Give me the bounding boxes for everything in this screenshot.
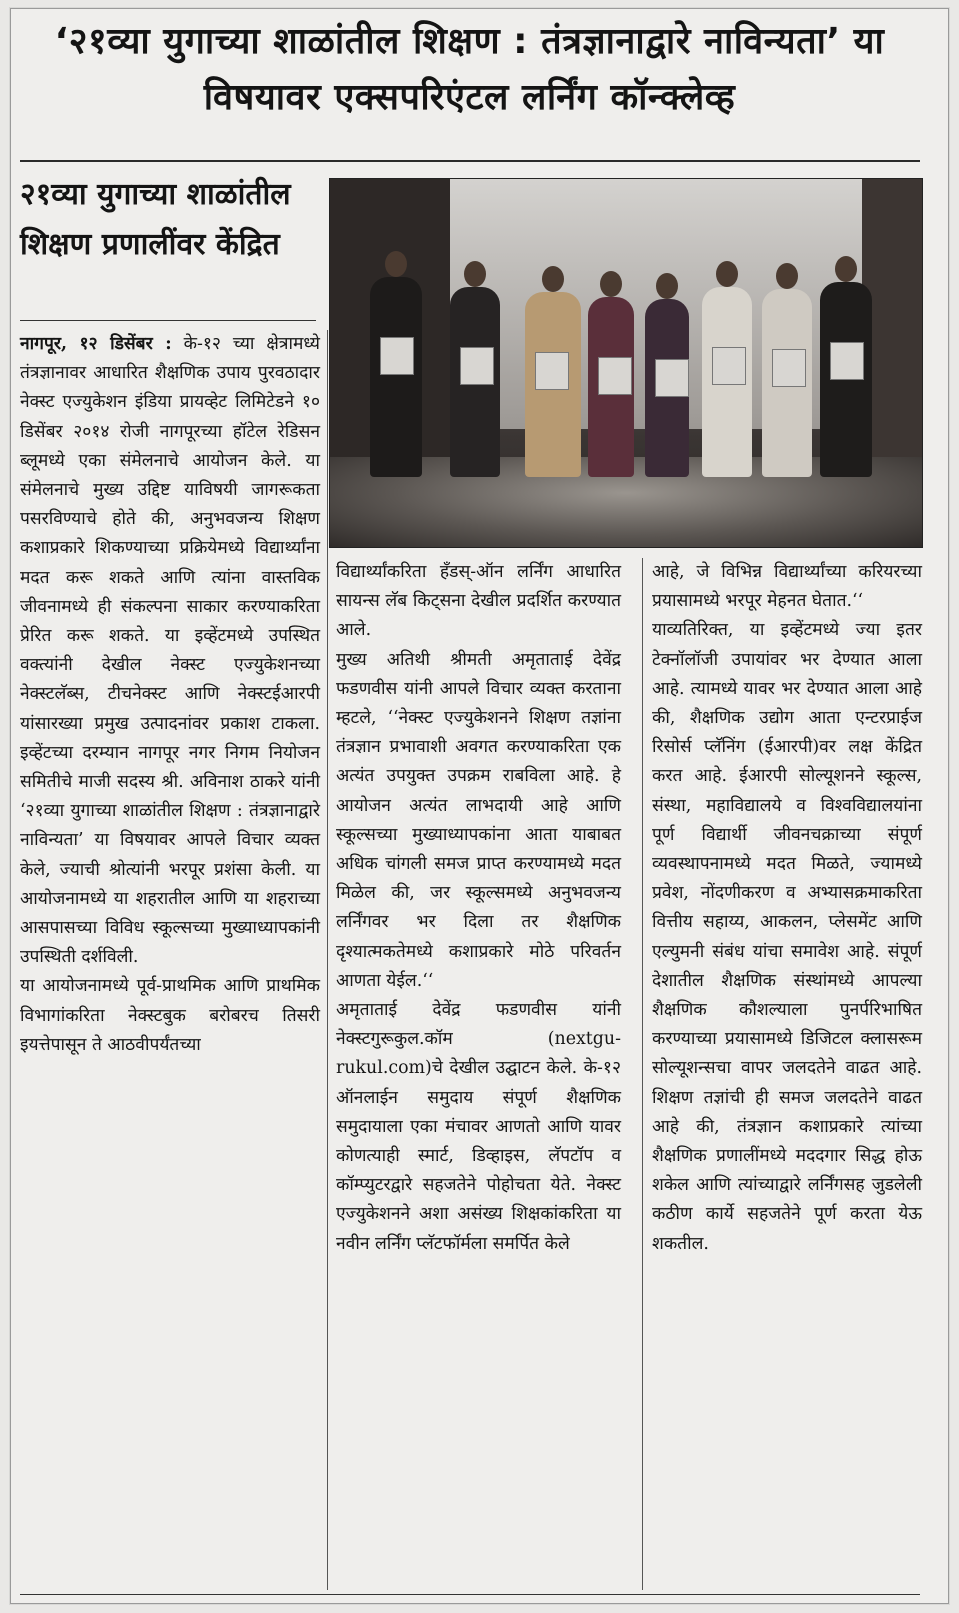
column-divider bbox=[327, 330, 328, 1590]
subheadline-rule bbox=[20, 320, 316, 321]
photo-person bbox=[450, 287, 500, 477]
dateline: नागपूर, १२ डिसेंबर : bbox=[20, 334, 172, 354]
bottom-rule bbox=[20, 1594, 920, 1595]
column-divider bbox=[642, 558, 643, 1590]
photo-person bbox=[762, 289, 812, 477]
article-column-1 bbox=[20, 330, 320, 1060]
article-paragraph: आहे, जे विभिन्न विद्यार्थ्यांच्या करियरच्या प्रयासामध्ये भरपूर मेहनत घेतात.‘‘ bbox=[652, 562, 922, 612]
article-paragraph: विद्यार्थ्यांकरिता हँडस्-ऑन लर्निंग आधारित सायन्स लॅब किट्सना देखील प्रदर्शित करण्यात आले. bbox=[336, 562, 621, 641]
article-paragraph: याव्यतिरिक्त, या इव्हेंटमध्ये ज्या इतर टेक्नॉलॉजी उपायांवर भर देण्यात आला आहे. त्यामध्ये यावर भर देण्यात आला आहे की, शैक्षणिक उद्योग आता एन्टरप्राईज रिसोर्स प्लॅनिंग (ईआरपी)वर लक्ष केंद्रित करत आहे. ईआरपी सोल्यूशनने स्कूल्स, संस्था, महाविद्यालये व विश्वविद्यालयांना पूर्ण विद्यार्थी जीवनचक्राच्या संपूर्ण व्यवस्थापनामध्ये मदत मिळते, ज्यामध्ये प्रवेश, नोंदणीकरण व अभ्यासक्रमाकरिता वित्तीय सहाय्य, आकलन, प्लेसमेंट आणि एल्युमनी संबंध यांचा समावेश आहे. संपूर्ण देशातील शैक्षणिक संस्थांमध्ये आपल्या शैक्षणिक कौशल्याला पुनर्परिभाषित करण्याच्या प्रयासामध्ये डिजिटल क्लासरूम सोल्यूशन्सचा वापर जलदतेने वाढत आहे. शिक्षण तज्ञांची ही समज जलदतेने वाढत आहे की, तंत्रज्ञान कशाप्रकारे त्यांच्या शैक्षणिक प्रणालींमध्ये मददगार सिद्ध होऊ शकेल आणि त्यांच्याद्वारे लर्निंगसह जुडलेली कठीण कार्ये सहजतेने पूर्ण करता येऊ शकतील. bbox=[652, 620, 922, 1254]
photo-person bbox=[370, 277, 422, 477]
event-photo bbox=[329, 178, 923, 548]
photo-person bbox=[820, 282, 872, 477]
photo-person bbox=[525, 292, 581, 477]
paragraph-text: के-१२ च्या क्षेत्रामध्ये तंत्रज्ञानावर आधारित शैक्षणिक उपाय पुरवठादार नेक्स्ट एज्युकेशन इंडिया प्रायव्हेट लिमिटेडने १० डिसेंबर २०१४ रोजी नागपूरच्या हॉटेल रेडिसन ब्लूमध्ये एका संमेलनाचे आयोजन केले. या संमेलनाचे मुख्य उद्दिष्ट याविषयी जागरूकता पसरविण्याचे होते की, अनुभवजन्य शिक्षण कशाप्रकारे शिकण्याच्या प्रक्रियेमध्ये विद्यार्थ्यांना मदत करू शकते आणि त्यांना वास्तविक जीवनामध्ये ही संकल्पना साकार करण्याकरिता प्रेरित करू शकते. या इव्हेंटमध्ये उपस्थित वक्त्यांनी देखील नेक्स्ट एज्युकेशनच्या नेक्स्टलॅब्स, टीचनेक्स्ट आणि नेक्स्टईआरपी यांसारख्या प्रमुख उत्पादनांवर प्रकाश टाकला. इव्हेंटच्या दरम्यान नागपूर नगर निगम नियोजन समितीचे माजी सदस्य श्री. अविनाश ठाकरे यांनी ‘२१व्या युगाच्या शाळांतील शिक्षण : तंत्रज्ञानाद्वारे नाविन्यता’ या विषयावर आपले विचार व्यक्त केले, ज्याची श्रोत्यांनी भरपूर प्रशंसा केली. या आयोजनामध्ये या शहरातील आणि या शहराच्या आसपासच्या विविध स्कूल्सच्या मुख्याध्यापकांनी उपस्थिती दर्शविली. bbox=[20, 334, 320, 968]
article-column-2 bbox=[336, 558, 621, 1259]
headline: ‘२१व्या युगाच्या शाळांतील शिक्षण : तंत्रज्ञानाद्वारे नाविन्यता’ या विषयावर एक्सपरिएंटल लर्निंग कॉन्क्लेव्ह bbox=[54, 21, 885, 118]
article-paragraph: या आयोजनामध्ये पूर्व-प्राथमिक आणि प्राथमिक विभागांकरिता नेक्स्टबुक बरोबरच तिसरी इयत्तेपासून ते आठवीपर्यंतच्या bbox=[20, 976, 320, 1055]
article-paragraph: मुख्य अतिथी श्रीमती अमृताताई देवेंद्र फडणवीस यांनी आपले विचार व्यक्त करताना म्हटले, ‘‘नेक्स्ट एज्युकेशनने शिक्षण तज्ञांना तंत्रज्ञान प्रभावाशी अवगत करण्याकरिता एक अत्यंत उपयुक्त उपक्रम राबविला आहे. हे आयोजन अत्यंत लाभदायी आहे आणि स्कूल्सच्या मुख्याध्यापकांना आता याबाबत अधिक चांगली समज प्राप्त करण्यामध्ये मदत मिळेल की, जर स्कूल्समध्ये अनुभवजन्य लर्निंगवर भर दिला तर शैक्षणिक दृश्यात्मकतेमध्ये कशाप्रकारे मोठे परिवर्तन आणता येईल.‘‘ bbox=[336, 649, 621, 991]
article-paragraph bbox=[20, 330, 320, 972]
article-paragraph: अमृताताई देवेंद्र फडणवीस यांनी नेक्स्टगुरूकुल.कॉम (nextgu-rukul.com)चे देखील उद्घाटन केले. के-१२ ऑनलाईन समुदाय संपूर्ण शैक्षणिक समुदायाला एका मंचावर आणतो आणि यावर कोणत्याही स्मार्ट, डिव्हाइस, लॅपटॉप व कॉम्प्युटरद्वारे सहजतेने पोहोचता येते. नेक्स्ट एज्युकेशनने अशा असंख्य शिक्षकांकरिता या नवीन लर्निंग प्लॅटफॉर्मला समर्पित केले bbox=[336, 1000, 621, 1254]
article-column-3 bbox=[652, 558, 922, 1259]
headline-rule bbox=[20, 160, 920, 162]
photo-person bbox=[588, 297, 634, 477]
photo-person bbox=[702, 287, 752, 477]
photo-person bbox=[645, 299, 689, 477]
subheadline: २१व्या युगाच्या शाळांतील शिक्षण प्रणालींवर केंद्रित bbox=[20, 177, 291, 262]
